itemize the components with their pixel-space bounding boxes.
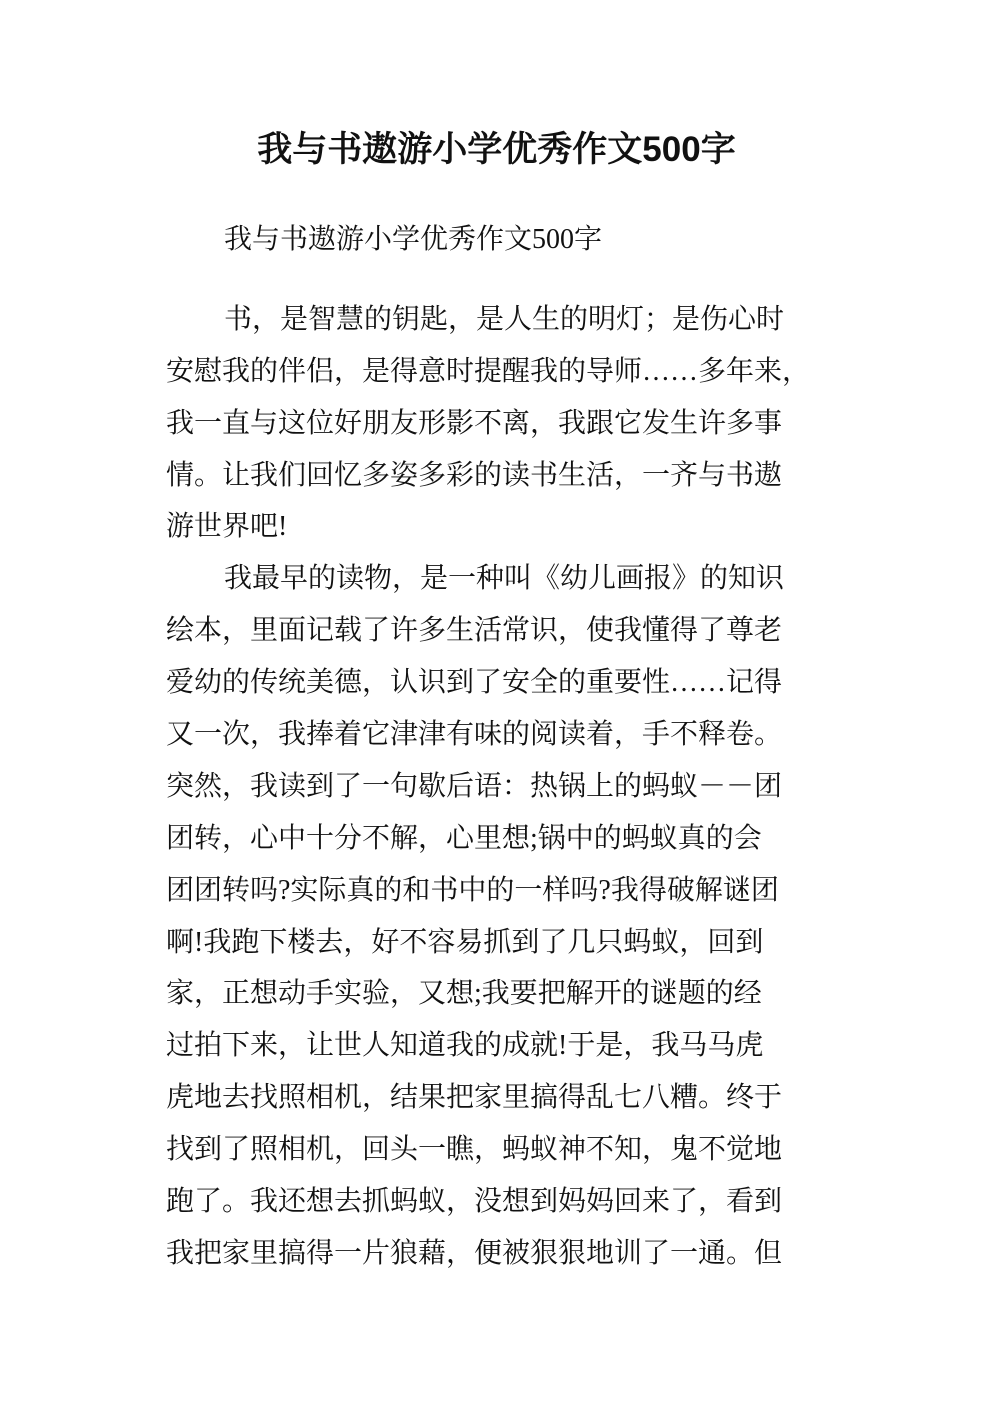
paragraph-1 xyxy=(166,294,836,553)
paragraph-line: 突然，我读到了一句歇后语：热锅上的蚂蚁－－团 xyxy=(166,770,783,802)
paragraph-line: 我把家里搞得一片狼藉，便被狠狠地训了一通。但 xyxy=(166,1237,783,1269)
paragraph-2 xyxy=(166,553,836,1279)
paragraph-line: 游世界吧! xyxy=(166,511,288,543)
paragraph-line: 找到了照相机，回头一瞧，蚂蚁神不知，鬼不觉地 xyxy=(166,1134,783,1166)
paragraph-line: 情。让我们回忆多姿多彩的读书生活，一齐与书遨 xyxy=(166,459,783,491)
paragraph-line: 家，正想动手实验，又想;我要把解开的谜题的经 xyxy=(166,978,762,1010)
paragraph-line: 爱幼的传统美德，认识到了安全的重要性……记得 xyxy=(166,667,783,699)
paragraph-line: 我最早的读物，是一种叫《幼儿画报》的知识 xyxy=(224,563,785,595)
document-body xyxy=(166,214,836,1280)
paragraph-line: 虎地去找照相机，结果把家里搞得乱七八糟。终于 xyxy=(166,1082,783,1114)
paragraph-line: 过拍下来，让世人知道我的成就!于是，我马马虎 xyxy=(166,1030,764,1062)
spacer xyxy=(166,266,836,294)
paragraph-line: 又一次，我捧着它津津有味的阅读着，手不释卷。 xyxy=(166,719,783,751)
paragraph-line: 安慰我的伴侣，是得意时提醒我的导师……多年来， xyxy=(166,355,811,387)
paragraph-line: 我一直与这位好朋友形影不离，我跟它发生许多事 xyxy=(166,407,783,439)
paragraph-line: 跑了。我还想去抓蚂蚁，没想到妈妈回来了，看到 xyxy=(166,1186,783,1218)
document-title: 我与书遨游小学优秀作文500字 xyxy=(257,130,736,169)
paragraph-line: 啊!我跑下楼去，好不容易抓到了几只蚂蚁，回到 xyxy=(166,926,764,958)
paragraph-line: 绘本，里面记载了许多生活常识，使我懂得了尊老 xyxy=(166,615,783,647)
subtitle: 我与书遨游小学优秀作文500字 xyxy=(224,224,603,255)
paragraph-line: 团转，心中十分不解，心里想;锅中的蚂蚁真的会 xyxy=(166,822,762,854)
paragraph-line: 书，是智慧的钥匙，是人生的明灯；是伤心时 xyxy=(224,303,785,335)
paragraph-line: 团团转吗?实际真的和书中的一样吗?我得破解谜团 xyxy=(166,874,779,906)
